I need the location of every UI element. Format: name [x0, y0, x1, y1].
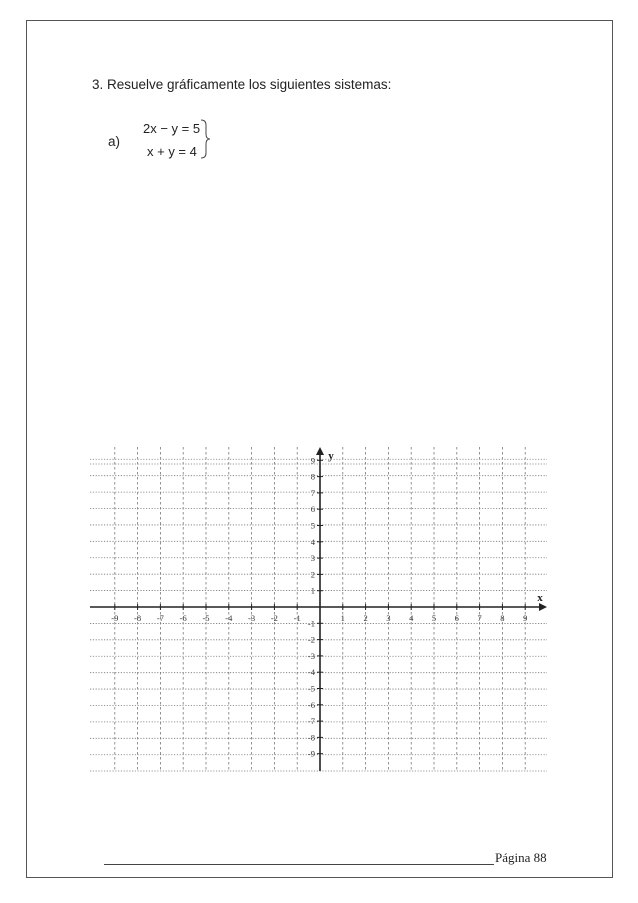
y-tick-label: -2 [307, 634, 315, 645]
page-number: Página 88 [495, 850, 547, 865]
y-tick-label: -7 [307, 716, 315, 727]
y-tick-label: 6 [310, 504, 315, 515]
x-tick-label: 6 [454, 613, 459, 623]
y-tick-label: 7 [310, 487, 315, 498]
y-tick-label: -5 [307, 683, 315, 694]
y-tick-label: 1 [310, 585, 315, 596]
x-tick-label: -6 [179, 613, 187, 623]
y-tick-label: -3 [307, 650, 315, 661]
x-tick-label: 1 [340, 613, 345, 623]
y-tick-label: 5 [310, 520, 315, 531]
y-tick-label: -8 [307, 732, 315, 743]
y-axis-label: y [328, 450, 334, 462]
x-tick-label: 3 [386, 613, 391, 623]
y-tick-label: -6 [307, 699, 315, 710]
x-tick-label: 7 [477, 613, 482, 623]
equation-1: 2x − y = 5 [143, 121, 201, 136]
x-tick-label: -8 [134, 613, 142, 623]
x-tick-label: 5 [431, 613, 437, 623]
x-tick-label: 4 [409, 613, 414, 623]
item-label: a) [108, 134, 121, 149]
x-tick-label: 8 [500, 613, 505, 623]
x-tick-label: -9 [111, 613, 119, 623]
x-tick-label: -1 [293, 613, 301, 623]
y-tick-label: 2 [310, 569, 315, 580]
y-tick-label: 9 [310, 455, 315, 466]
exercise-heading: 3. Resuelve gráficamente los siguientes sistemas: [92, 77, 392, 92]
equation-2: x + y = 4 [147, 144, 197, 159]
x-tick-label: -2 [270, 613, 278, 623]
y-tick-label: -1 [307, 618, 315, 629]
x-axis-label: x [537, 592, 543, 604]
y-tick-label: 8 [310, 471, 315, 482]
x-axis-arrow [539, 603, 547, 611]
y-axis-arrow [316, 447, 324, 455]
x-tick-label: -7 [156, 613, 164, 623]
footer-rule [104, 864, 494, 865]
x-tick-label: -3 [248, 613, 256, 623]
y-tick-label: 4 [310, 536, 315, 547]
y-tick-label: -4 [307, 667, 315, 678]
x-tick-label: 2 [363, 613, 368, 623]
y-tick-label: -9 [307, 748, 315, 759]
x-tick-label: 9 [523, 613, 528, 623]
x-tick-label: -4 [225, 613, 233, 623]
x-tick-label: -5 [202, 613, 210, 623]
y-tick-label: 3 [310, 553, 315, 564]
